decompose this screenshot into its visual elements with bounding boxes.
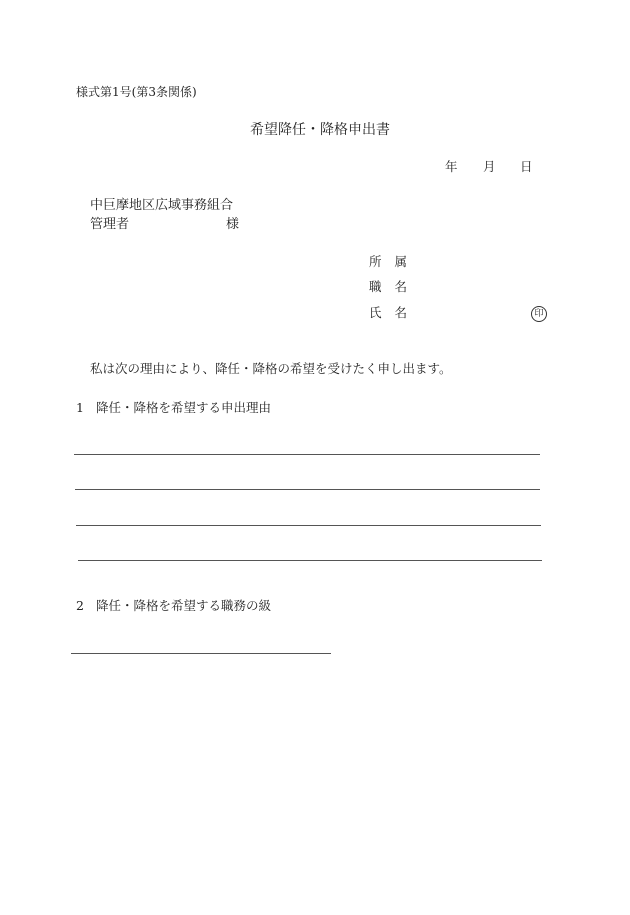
addressee-role: 管理者 [90, 217, 130, 232]
reason-line-4 [78, 560, 542, 561]
section-1-number: 1 [76, 400, 84, 415]
name-label: 氏名 [369, 305, 421, 320]
section-1-label: 降任・降格を希望する申出理由 [96, 400, 272, 415]
document-title: 希望降任・降格申出書 [250, 122, 390, 138]
affiliation-label: 所属 [369, 254, 421, 269]
section-2-number: 2 [76, 598, 84, 613]
reason-line-2 [75, 489, 540, 490]
reason-line-1 [74, 454, 540, 455]
seal-mark: 印 [531, 306, 547, 322]
reason-line-3 [76, 525, 541, 526]
grade-line [71, 653, 331, 654]
date-day: 日 [520, 159, 533, 174]
addressee-honorific: 様 [226, 217, 240, 232]
date-month: 月 [483, 159, 496, 174]
position-label: 職名 [369, 279, 421, 294]
section-2-label: 降任・降格を希望する職務の級 [96, 598, 272, 613]
form-number: 様式第1号(第3条関係) [76, 85, 197, 99]
addressee-org: 中巨摩地区広域事務組合 [90, 198, 234, 213]
date-year: 年 [445, 159, 458, 174]
body-text: 私は次の理由により、降任・降格の希望を受けたく申し出ます。 [90, 361, 452, 376]
